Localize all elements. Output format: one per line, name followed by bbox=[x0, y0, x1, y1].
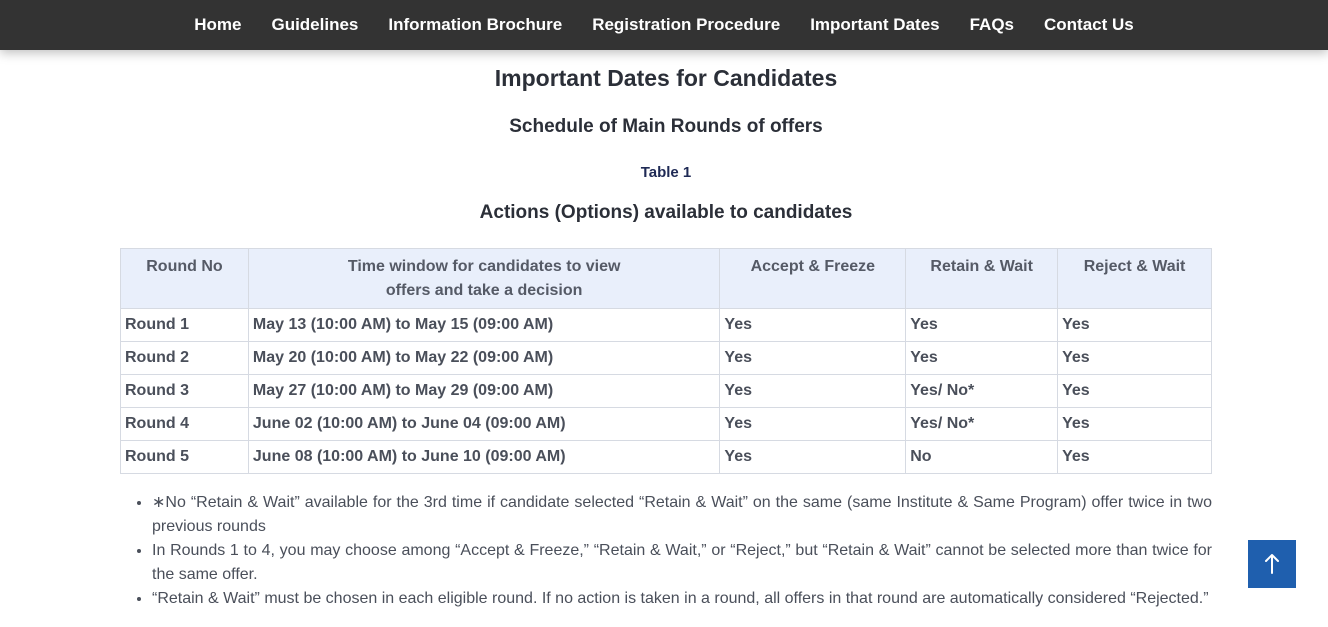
table-header-row bbox=[121, 249, 1212, 309]
cell-reject: Yes bbox=[1058, 342, 1212, 375]
header-time-window bbox=[248, 249, 720, 309]
header-time-window-line2: offers and take a decision bbox=[385, 282, 583, 299]
cell-time-window: June 08 (10:00 AM) to June 10 (09:00 AM) bbox=[248, 441, 720, 474]
cell-reject: Yes bbox=[1058, 309, 1212, 342]
table-row bbox=[121, 375, 1212, 408]
cell-time-window: May 20 (10:00 AM) to May 22 (09:00 AM) bbox=[248, 342, 720, 375]
scroll-to-top-button[interactable] bbox=[1248, 540, 1296, 588]
cell-round: Round 2 bbox=[121, 342, 249, 375]
top-navigation bbox=[0, 0, 1328, 50]
note-item: • ∗No “Retain & Wait” available for the 3rd time if candidate selected “Retain & Wait” on the same (same Institute & Same Program) offer twice in two previous rounds bbox=[152, 491, 1212, 539]
cell-retain: Yes bbox=[906, 309, 1058, 342]
table-row bbox=[121, 441, 1212, 474]
header-retain-wait: Retain & Wait bbox=[906, 249, 1058, 309]
table-title: Actions (Options) available to candidates bbox=[479, 202, 853, 223]
table-row bbox=[121, 309, 1212, 342]
note-item: • In Rounds 1 to 4, you may choose among “Accept & Freeze,” “Retain & Wait,” or “Reject,” but “Retain & Wait” cannot be selected more than twice for the same offer. bbox=[152, 539, 1212, 587]
cell-reject: Yes bbox=[1058, 375, 1212, 408]
cell-accept: Yes bbox=[720, 408, 906, 441]
nav-faqs[interactable]: FAQs bbox=[969, 15, 1015, 34]
cell-round: Round 3 bbox=[121, 375, 249, 408]
notes-list bbox=[120, 491, 1212, 611]
cell-time-window: May 27 (10:00 AM) to May 29 (09:00 AM) bbox=[248, 375, 720, 408]
cell-retain: Yes/ No* bbox=[906, 408, 1058, 441]
page-subtitle: Schedule of Main Rounds of offers bbox=[509, 116, 823, 137]
note-item: • “Retain & Wait” must be chosen in each eligible round. If no action is taken in a round, all offers in that round are automatically considered “Rejected.” bbox=[152, 587, 1212, 611]
cell-accept: Yes bbox=[720, 375, 906, 408]
cell-reject: Yes bbox=[1058, 408, 1212, 441]
header-time-window-line1: Time window for candidates to view bbox=[347, 258, 621, 275]
nav-guidelines[interactable]: Guidelines bbox=[271, 15, 359, 34]
cell-reject: Yes bbox=[1058, 441, 1212, 474]
cell-round: Round 5 bbox=[121, 441, 249, 474]
cell-time-window: May 13 (10:00 AM) to May 15 (09:00 AM) bbox=[248, 309, 720, 342]
page-title: Important Dates for Candidates bbox=[494, 65, 838, 91]
rounds-table bbox=[120, 248, 1212, 474]
nav-important-dates[interactable]: Important Dates bbox=[810, 15, 940, 34]
nav-home[interactable]: Home bbox=[194, 15, 242, 34]
main-content bbox=[120, 50, 1212, 611]
header-round-no: Round No bbox=[121, 249, 249, 309]
cell-retain: No bbox=[906, 441, 1058, 474]
table-row bbox=[121, 408, 1212, 441]
table-label: Table 1 bbox=[640, 164, 692, 181]
table-row bbox=[121, 342, 1212, 375]
cell-retain: Yes bbox=[906, 342, 1058, 375]
cell-round: Round 1 bbox=[121, 309, 249, 342]
cell-accept: Yes bbox=[720, 309, 906, 342]
nav-registration-procedure[interactable]: Registration Procedure bbox=[592, 15, 781, 34]
cell-accept: Yes bbox=[720, 441, 906, 474]
cell-time-window: June 02 (10:00 AM) to June 04 (09:00 AM) bbox=[248, 408, 720, 441]
nav-contact-us[interactable]: Contact Us bbox=[1044, 15, 1134, 34]
arrow-up-icon bbox=[1264, 553, 1280, 575]
cell-round: Round 4 bbox=[121, 408, 249, 441]
header-accept-freeze: Accept & Freeze bbox=[720, 249, 906, 309]
cell-retain: Yes/ No* bbox=[906, 375, 1058, 408]
cell-accept: Yes bbox=[720, 342, 906, 375]
nav-information-brochure[interactable]: Information Brochure bbox=[388, 15, 563, 34]
header-reject-wait: Reject & Wait bbox=[1058, 249, 1212, 309]
